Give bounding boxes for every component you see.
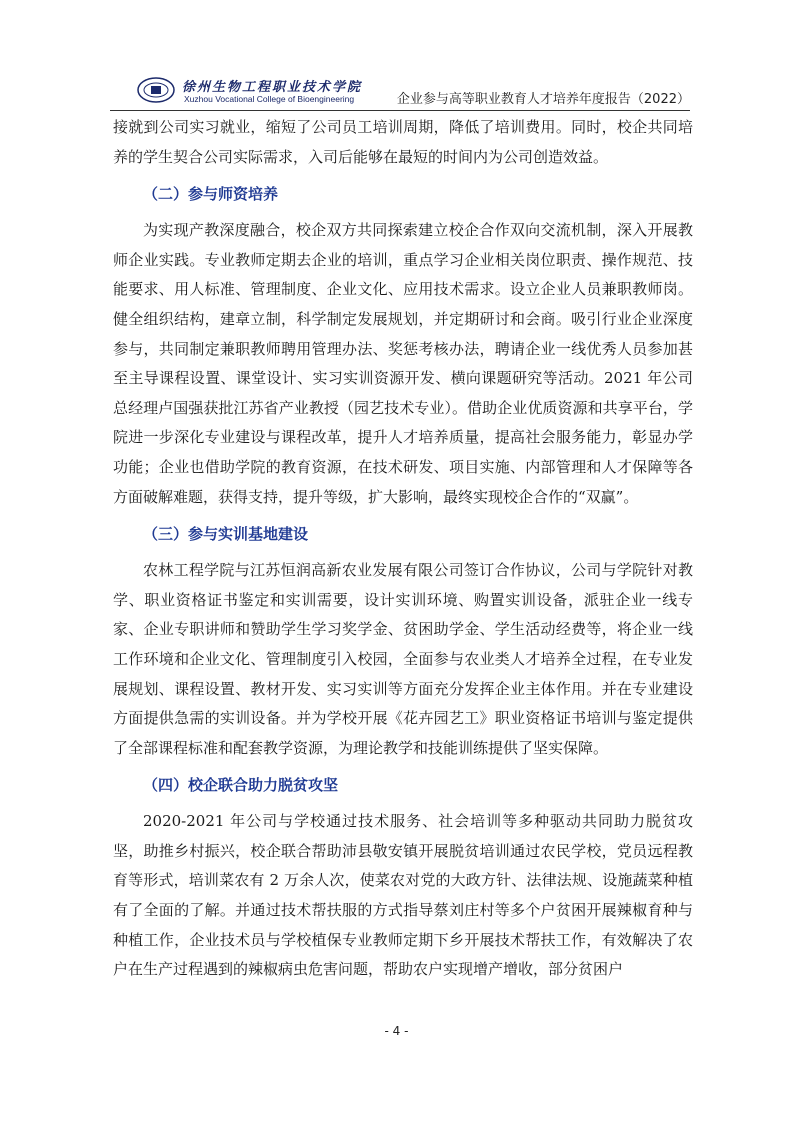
section-heading-poverty-alleviation: （四）校企联合助力脱贫攻坚	[143, 776, 339, 795]
paragraph-continuation: 接就到公司实习就业，缩短了公司员工培训周期，降低了培训费用。同时，校企共同培养的学生契合公司实际需求，入司后能够在最短的时间内为公司创造效益。	[113, 118, 693, 166]
college-name-cn: 徐州生物工程职业技术学院	[182, 80, 363, 95]
college-name-en: Xuzhou Vocational College of Bioengineering	[184, 94, 355, 104]
paragraph-training-base: 农林工程学院与江苏恒润高新农业发展有限公司签订合作协议，公司与学院针对教学、职业资格证书鉴定和实训需要，设计实训环境、购置实训设备，派驻企业一线专家、企业专职讲师和赞助学生学习奖学金、贫困助学金、学生活动经费等，将企业一线工作环境和企业文化、管理制度引入校园，全面参与农业类人才培养全过程，在专业发展规划、课程设置、教材开发、实习实训等方面充分发挥企业主体作用。并在专业建设方面提供急需的实训设备。并为学校开展《花卉园艺工》职业资格证书培训与鉴定提供了全部课程标准和配套教学资源，为理论教学和技能训练提供了坚实保障。	[113, 561, 693, 757]
paragraph-poverty-alleviation: 2020-2021 年公司与学校通过技术服务、社会培训等多种驱动共同助力脱贫攻坚，助推乡村振兴，校企联合帮助沛县敬安镇开展脱贫培训通过农民学校，党员远程教育等形式，培训菜农有 2 万余人次，使菜农对党的大政方针、法律法规、设施蔬菜种植有了全面的了解。并通过技术帮扶服的方式指导蔡刘庄村等多个户贫困开展辣椒育种与种植工作，企业技术员与学校植保专业教师定期下乡开展技术帮扶工作，有效解决了农户在生产过程遇到的辣椒病虫危害问题，帮助农户实现增产增收，部分贫困户	[113, 812, 693, 979]
report-title: 企业参与高等职业教育人才培养年度报告（2022）	[396, 92, 690, 107]
document-body	[113, 113, 693, 985]
college-logo-icon	[136, 76, 176, 104]
section-heading-training-base: （三）参与实训基地建设	[143, 525, 309, 544]
page-number: - 4 -	[384, 1024, 409, 1038]
page-header	[110, 70, 690, 111]
paragraph-teacher-training: 为实现产教深度融合，校企双方共同探索建立校企合作双向交流机制，深入开展教师企业实践。专业教师定期去企业的培训，重点学习企业相关岗位职责、操作规范、技能要求、用人标准、管理制度、企业文化、应用技术需求。设立企业人员兼职教师岗。健全组织结构，建章立制，科学制定发展规划，并定期研讨和会商。吸引行业企业深度参与，共同制定兼职教师聘用管理办法、奖惩考核办法，聘请企业一线优秀人员参加甚至主导课程设置、课堂设计、实习实训资源开发、横向课题研究等活动。2021 年公司总经理卢国强获批江苏省产业教授（园艺技术专业）。借助企业优质资源和共享平台，学院进一步深化专业建设与课程改革，提升人才培养质量，提高社会服务能力，彰显办学功能；企业也借助学院的教育资源，在技术研发、项目实施、内部管理和人才保障等各方面破解难题，获得支持，提升等级，扩大影响，最终实现校企合作的“双赢”。	[113, 221, 693, 506]
section-heading-teacher-training: （二）参与师资培养	[143, 185, 279, 204]
